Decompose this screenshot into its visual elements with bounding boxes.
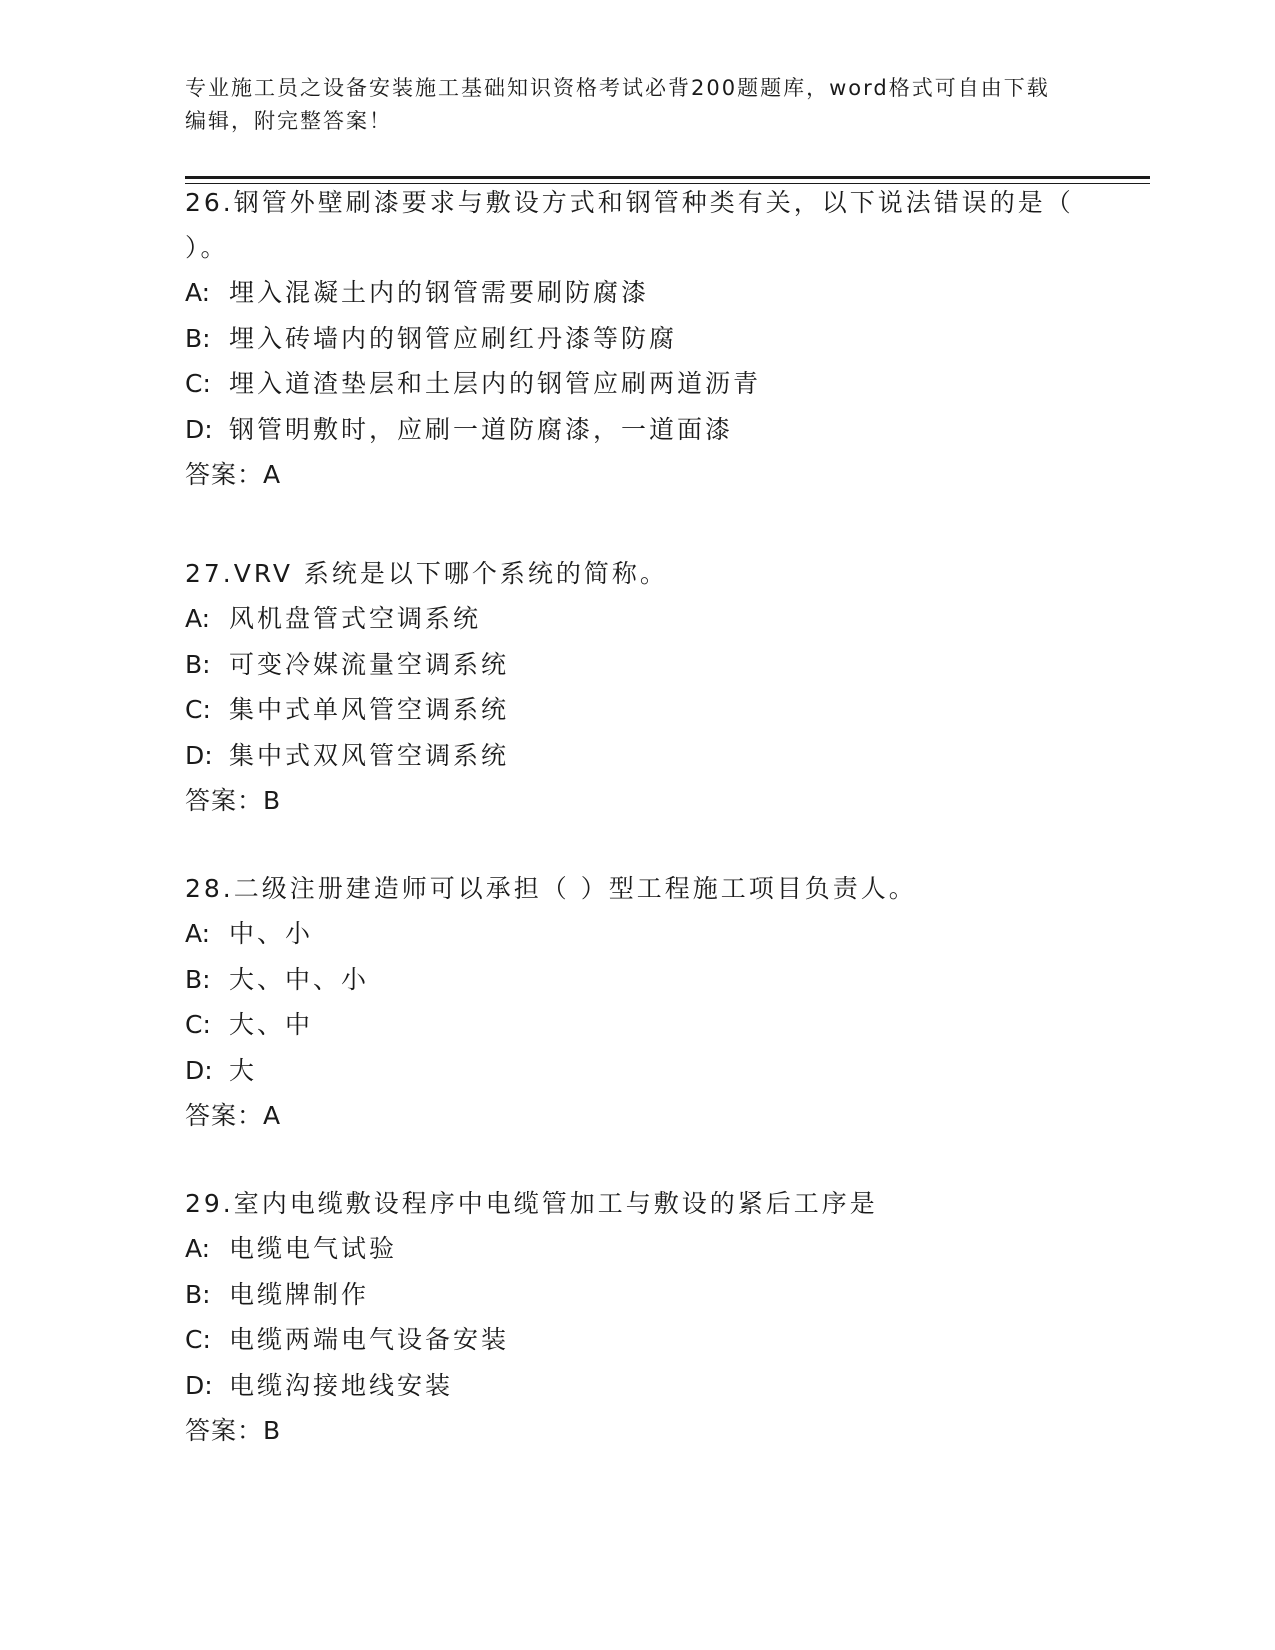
option-letter: B: — [185, 1279, 211, 1309]
option-text: 埋入砖墙内的钢管应刷红丹漆等防腐 — [229, 323, 678, 353]
option-d — [185, 1048, 1085, 1094]
option-a — [185, 270, 1085, 316]
answer-label: 答案：B — [185, 1416, 282, 1445]
option-letter: A: — [185, 919, 211, 948]
option-letter: A: — [185, 1234, 211, 1263]
option-text: 钢管明敷时，应刷一道防腐漆，一道面漆 — [229, 414, 734, 444]
option-text: 可变冷媒流量空调系统 — [229, 649, 510, 679]
answer-label: 答案：B — [185, 786, 282, 815]
question-28 — [185, 866, 1085, 1138]
question-stem: 26.钢管外壁刷漆要求与敷设方式和钢管种类有关，以下说法错误的是（ ）。 — [185, 188, 1074, 262]
question-stem: 27.VRV 系统是以下哪个系统的简称。 — [185, 559, 668, 588]
question-stem: 29.室内电缆敷设程序中电缆管加工与敷设的紧后工序是 — [185, 1189, 878, 1218]
option-b — [185, 316, 1085, 362]
option-letter: C: — [185, 1010, 211, 1039]
option-letter: D: — [185, 1370, 213, 1400]
option-b — [185, 957, 1085, 1003]
option-a — [185, 911, 1085, 957]
option-text: 大 — [229, 1055, 258, 1085]
option-text: 埋入道渣垫层和土层内的钢管应刷两道沥青 — [229, 369, 762, 398]
question-26 — [185, 180, 1085, 497]
option-d — [185, 733, 1085, 779]
header-divider-thick — [185, 176, 1150, 179]
option-letter: C: — [185, 369, 211, 398]
option-d — [185, 1363, 1085, 1409]
option-letter: C: — [185, 1325, 211, 1354]
answer-label: 答案：A — [185, 460, 282, 489]
option-text: 电缆牌制作 — [229, 1279, 370, 1309]
option-text: 集中式双风管空调系统 — [229, 740, 510, 770]
option-text: 电缆两端电气设备安装 — [229, 1325, 510, 1354]
option-letter: D: — [185, 414, 213, 444]
option-c — [185, 361, 1085, 407]
option-c — [185, 1317, 1085, 1363]
option-text: 电缆电气试验 — [229, 1234, 398, 1263]
option-letter: B: — [185, 323, 211, 353]
option-text: 大、中 — [229, 1010, 314, 1039]
option-letter: D: — [185, 1055, 213, 1085]
option-letter: A: — [185, 278, 211, 307]
option-text: 大、中、小 — [229, 964, 370, 994]
option-text: 集中式单风管空调系统 — [229, 695, 510, 724]
option-letter: D: — [185, 740, 213, 770]
question-29 — [185, 1181, 1085, 1453]
option-text: 风机盘管式空调系统 — [229, 604, 482, 633]
option-c — [185, 687, 1085, 733]
option-letter: B: — [185, 649, 211, 679]
option-d — [185, 407, 1085, 453]
answer-label: 答案：A — [185, 1101, 282, 1130]
option-a — [185, 596, 1085, 642]
question-stem: 28.二级注册建造师可以承担（ ）型工程施工项目负责人。 — [185, 874, 917, 903]
question-27 — [185, 551, 1085, 823]
option-letter: B: — [185, 964, 211, 994]
option-letter: A: — [185, 604, 211, 633]
option-text: 电缆沟接地线安装 — [229, 1370, 454, 1400]
option-text: 埋入混凝土内的钢管需要刷防腐漆 — [229, 278, 650, 307]
option-c — [185, 1002, 1085, 1048]
option-a — [185, 1226, 1085, 1272]
option-b — [185, 1272, 1085, 1318]
document-header: 专业施工员之设备安装施工基础知识资格考试必背200题题库，word格式可自由下载编辑，附完整答案！ — [185, 76, 1050, 133]
option-letter: C: — [185, 695, 211, 724]
option-text: 中、小 — [229, 919, 314, 948]
option-b — [185, 642, 1085, 688]
